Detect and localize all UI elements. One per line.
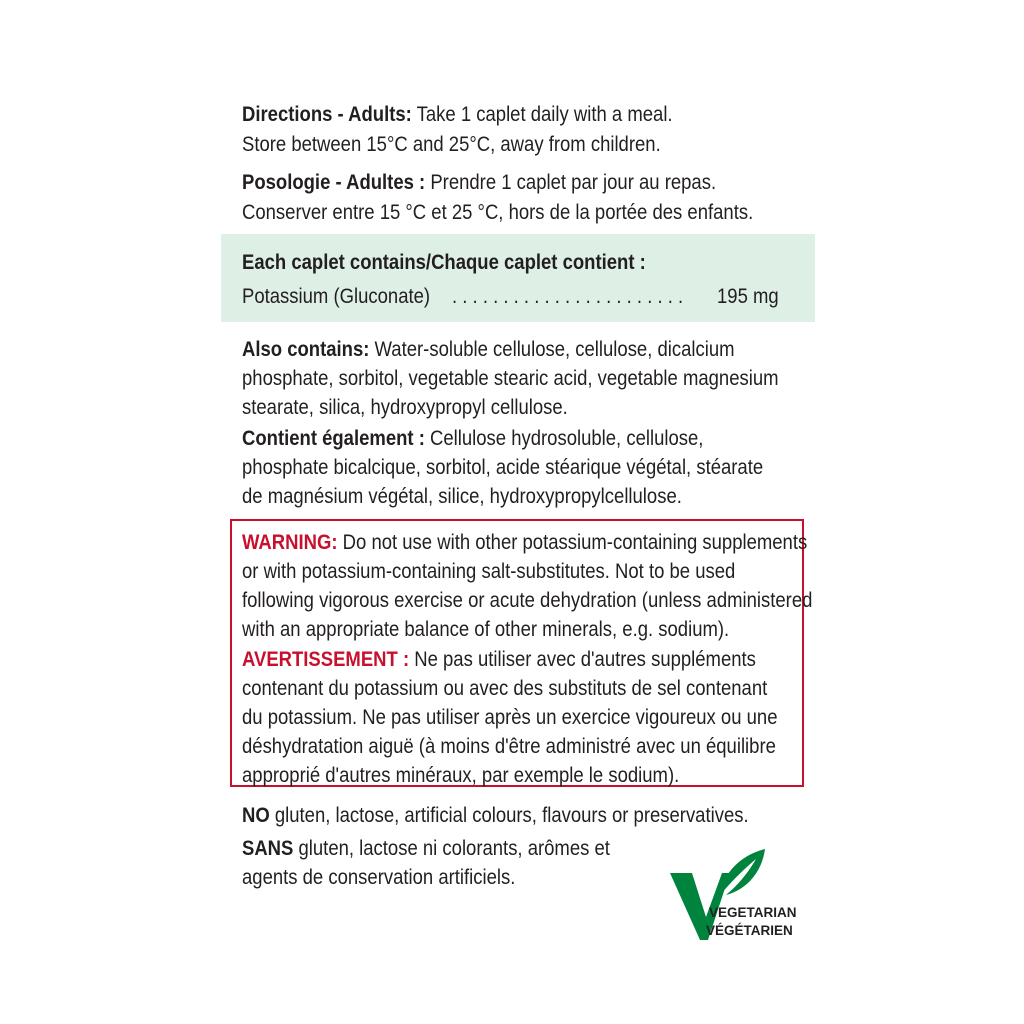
avertissement-text-3: du potassium. Ne pas utiliser après un exercice vigoureux ou une: [242, 705, 778, 729]
avertissement-line-4: [242, 732, 863, 761]
warning-line-1: [242, 528, 899, 557]
warning-text-3: following vigorous exercise or acute dehydration (unless administered: [242, 588, 813, 612]
composition-heading-text: Each caplet contains/Chaque caplet contient :: [242, 250, 646, 274]
ingredient-name: Potassium (Gluconate): [242, 284, 431, 308]
directions-text: Take 1 caplet daily with a meal.: [411, 102, 673, 126]
posologie-line-1: [242, 168, 793, 197]
warning-line-2: [242, 557, 816, 586]
vegetarian-logo: [668, 845, 808, 945]
directions-storage: Store between 15°C and 25°C, away from children.: [242, 132, 661, 156]
directions-label: Directions - Adults:: [242, 102, 412, 126]
directions-line-1: [242, 100, 743, 129]
also-contains-line-1: [242, 335, 815, 364]
avertissement-line-1: [242, 645, 840, 674]
posologie-label: Posologie - Adultes :: [242, 170, 426, 194]
ingredient-row: [242, 282, 461, 311]
contient-text-3: de magnésium végétal, silice, hydroxypropylcellulose.: [242, 484, 682, 508]
ingredient-leader-dots: [452, 282, 721, 311]
directions-line-2: [242, 130, 729, 159]
free-from-fr-line-1: [242, 834, 670, 863]
also-contains-line-2: [242, 364, 866, 393]
vegetarian-label-fr: VÉGÉTARIEN: [706, 923, 793, 938]
free-from-en-text: gluten, lactose, artificial colours, flavours or preservatives.: [269, 803, 749, 827]
posologie-text: Prendre 1 caplet par jour au repas.: [425, 170, 717, 194]
warning-line-3: [242, 586, 905, 615]
warning-line-4: [242, 615, 808, 644]
avertissement-text-2: contenant du potassium ou avec des substituts de sel contenant: [242, 676, 768, 700]
also-contains-text-1: Water-soluble cellulose, cellulose, dicalcium: [369, 337, 735, 361]
avertissement-text-1: Ne pas utiliser avec d'autres suppléments: [409, 647, 756, 671]
warning-label: WARNING:: [242, 530, 338, 554]
avertissement-text-4: déshydratation aiguë (à moins d'être administré avec un équilibre: [242, 734, 776, 758]
also-contains-text-2: phosphate, sorbitol, vegetable stearic acid, vegetable magnesium: [242, 366, 779, 390]
contient-label: Contient également :: [242, 426, 425, 450]
contient-line-1: [242, 424, 779, 453]
contient-line-3: [242, 482, 753, 511]
avertissement-label: AVERTISSEMENT :: [242, 647, 410, 671]
leader-dots-text: . . . . . . . . . . . . . . . . . . . . . . .: [452, 284, 684, 308]
also-contains-label: Also contains:: [242, 337, 370, 361]
free-from-en: [242, 801, 831, 830]
free-from-fr-text-1: gluten, lactose ni colorants, arômes et: [293, 836, 610, 860]
warning-text-2: or with potassium-containing salt-substitutes. Not to be used: [242, 559, 736, 583]
avertissement-line-3: [242, 703, 865, 732]
free-from-fr-line-2: [242, 863, 560, 892]
also-contains-text-3: stearate, silica, hydroxypropyl cellulose.: [242, 395, 568, 419]
avertissement-line-2: [242, 674, 853, 703]
posologie-line-2: [242, 198, 836, 227]
warning-text-1: Do not use with other potassium-containing supplements: [337, 530, 808, 554]
ingredient-amount: [717, 282, 789, 311]
composition-heading: [242, 248, 712, 277]
contient-text-1: Cellulose hydrosoluble, cellulose,: [424, 426, 704, 450]
ingredient-amount-text: 195 mg: [717, 284, 779, 308]
also-contains-line-3: [242, 393, 621, 422]
free-from-fr-text-2: agents de conservation artificiels.: [242, 865, 516, 889]
free-from-fr-label: SANS: [242, 836, 294, 860]
avertissement-text-5: approprié d'autres minéraux, par exemple le sodium).: [242, 763, 680, 787]
avertissement-line-5: [242, 761, 750, 790]
warning-text-4: with an appropriate balance of other minerals, e.g. sodium).: [242, 617, 730, 641]
contient-text-2: phosphate bicalcique, sorbitol, acide stéarique végétal, stéarate: [242, 455, 764, 479]
free-from-en-label: NO: [242, 803, 270, 827]
vegetarian-label-en: VEGETARIAN: [709, 905, 797, 920]
contient-line-2: [242, 453, 848, 482]
posologie-storage: Conserver entre 15 °C et 25 °C, hors de la portée des enfants.: [242, 200, 754, 224]
